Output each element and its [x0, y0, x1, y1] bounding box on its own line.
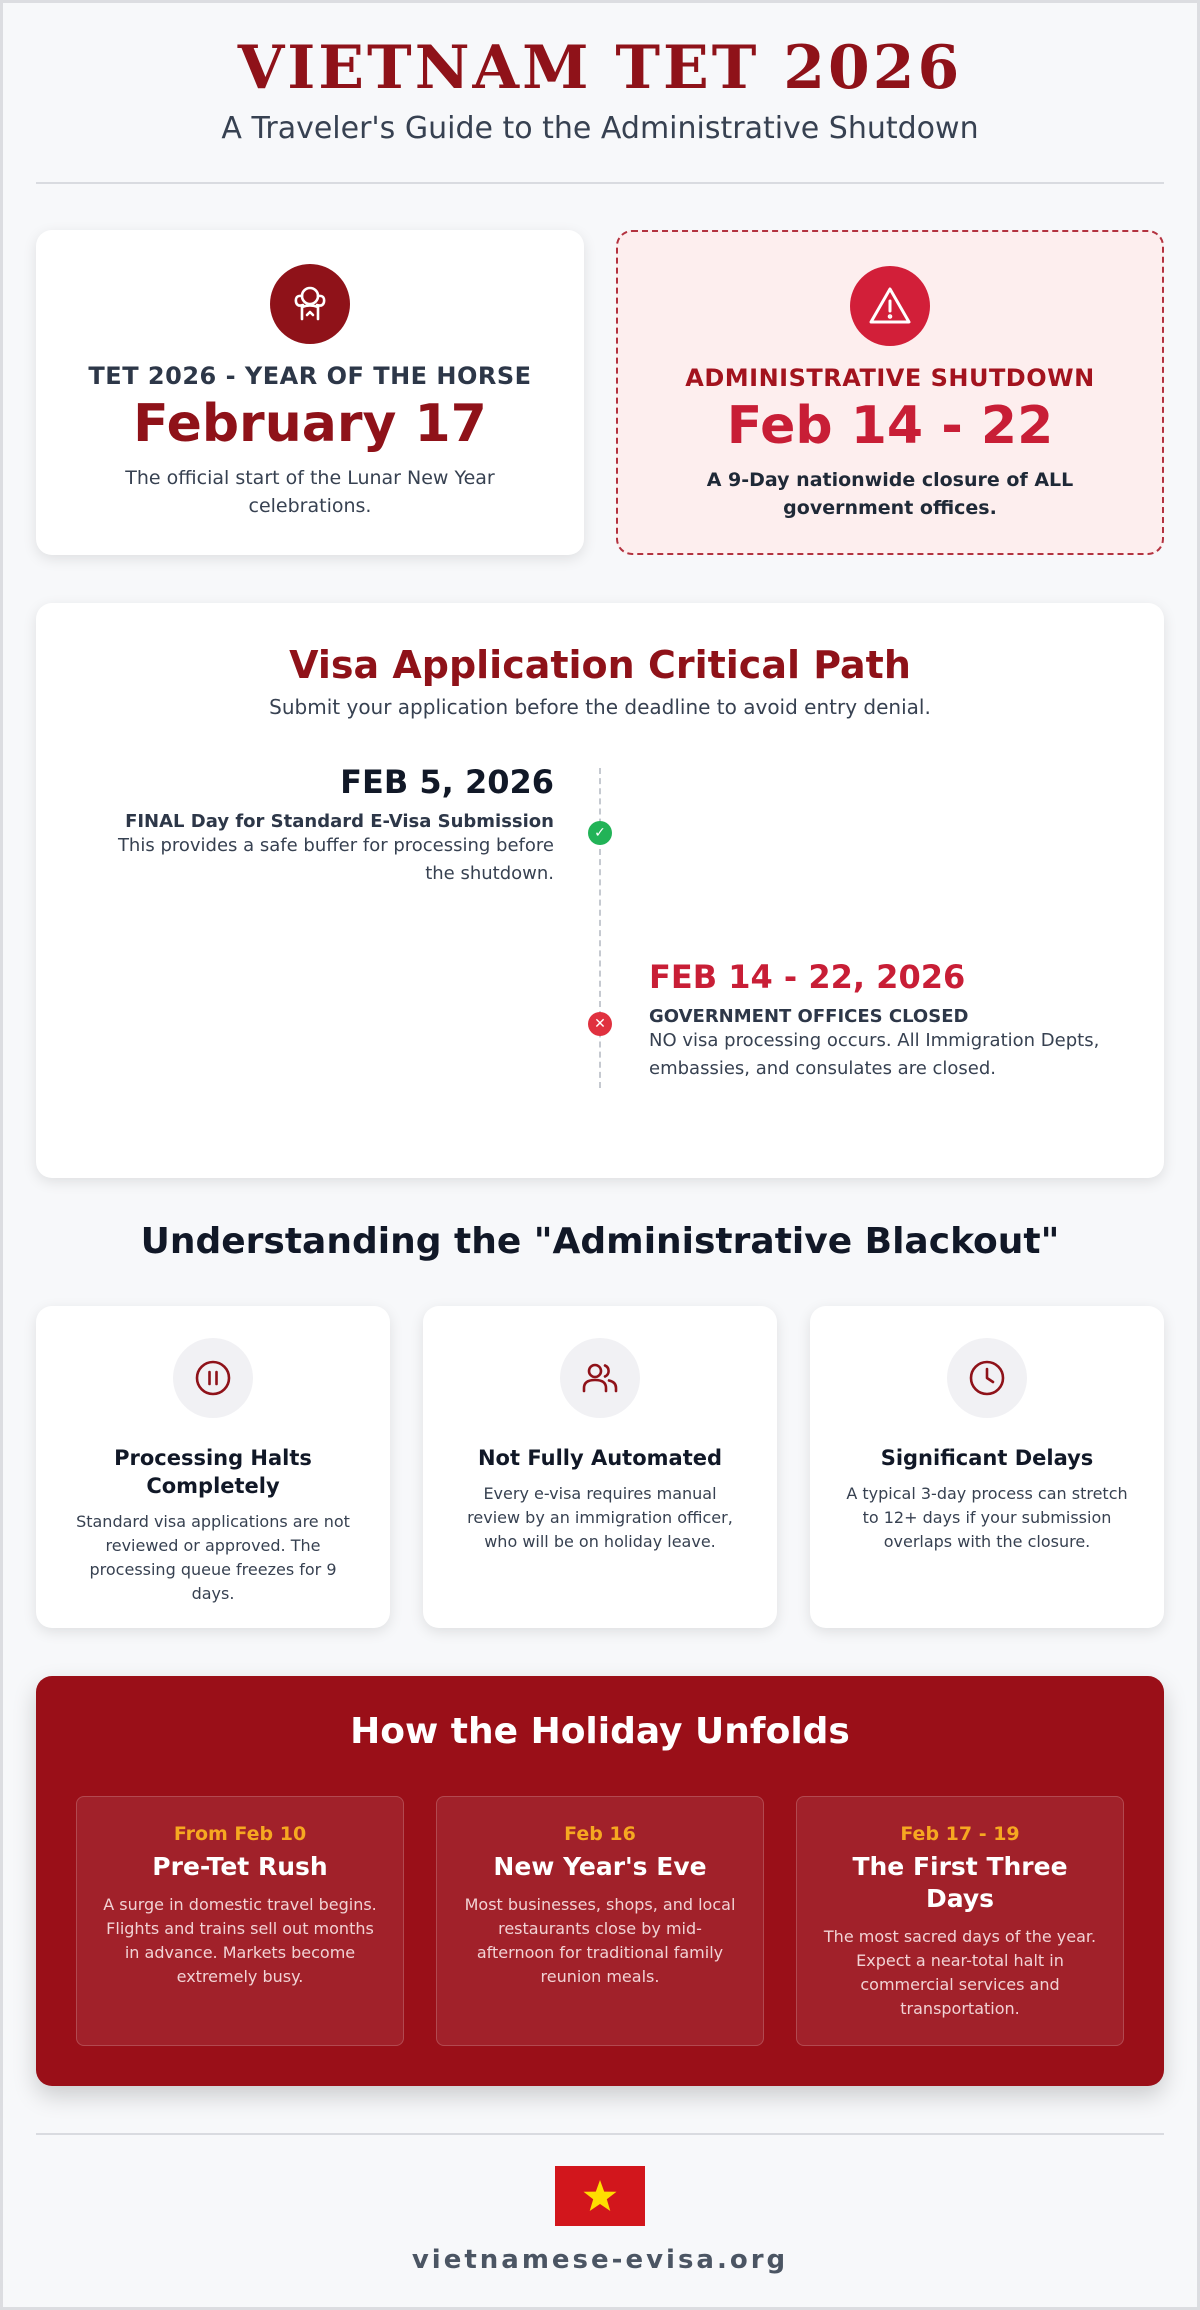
event-date: FEB 5, 2026 — [340, 763, 554, 801]
card-title: Processing Halts Completely — [114, 1446, 312, 1498]
phase-name: The First Three Days — [852, 1852, 1068, 1913]
phase-card — [796, 1796, 1124, 2046]
tet-date-card — [36, 230, 584, 555]
phase-card — [76, 1796, 404, 2046]
warning-icon — [850, 266, 930, 346]
event-heading: FINAL Day for Standard E-Visa Submission — [125, 811, 554, 832]
critical-path-subtitle: Submit your application before the deadline to avoid entry denial. — [269, 695, 931, 719]
blackout-card-delays — [810, 1306, 1164, 1628]
page-title: VIETNAM TET 2026 — [237, 33, 963, 103]
timeline-line — [599, 768, 601, 1088]
shutdown-kicker: ADMINISTRATIVE SHUTDOWN — [685, 364, 1095, 392]
card-text: Every e-visa requires manual review by an immigration officer, who will be on holiday leave. — [467, 1484, 733, 1551]
holiday-section — [36, 1676, 1164, 2086]
phase-date: Feb 16 — [564, 1823, 636, 1845]
card-title: Significant Delays — [880, 1446, 1094, 1470]
event-heading: GOVERNMENT OFFICES CLOSED — [649, 1006, 969, 1027]
timeline-event-closure — [649, 958, 1109, 1083]
page-subtitle: A Traveler's Guide to the Administrative Shutdown — [221, 111, 979, 146]
phase-text: Most businesses, shops, and local restaurants close by mid-afternoon for traditional family reunion meals. — [464, 1895, 736, 1986]
phase-date: From Feb 10 — [173, 1823, 307, 1845]
event-text: NO visa processing occurs. All Immigration Depts, embassies, and consulates are closed. — [649, 1030, 1100, 1079]
phase-text: A surge in domestic travel begins. Flights and trains sell out months in advance. Markets become extremely busy. — [103, 1895, 377, 1986]
phase-date: Feb 17 - 19 — [900, 1823, 1020, 1845]
tet-kicker: TET 2026 - YEAR OF THE HORSE — [88, 362, 532, 390]
card-text: A typical 3-day process can stretch to 12+ days if your submission overlaps with the closure. — [846, 1484, 1128, 1551]
horse-icon — [270, 264, 350, 344]
vietnam-flag-icon — [555, 2166, 645, 2226]
header-divider — [36, 182, 1164, 184]
event-date: FEB 14 - 22, 2026 — [649, 958, 966, 996]
phase-card — [436, 1796, 764, 2046]
clock-icon — [947, 1338, 1027, 1418]
tet-date: February 17 — [133, 394, 487, 454]
card-title: Not Fully Automated — [477, 1446, 723, 1470]
site-url[interactable]: vietnamese-evisa.org — [411, 2245, 789, 2275]
tet-description: The official start of the Lunar New Year celebrations. — [125, 467, 495, 517]
shutdown-date: Feb 14 - 22 — [726, 396, 1054, 456]
event-text: This provides a safe buffer for processing before the shutdown. — [117, 835, 554, 884]
x-icon: ✕ — [588, 1012, 612, 1036]
holiday-title: How the Holiday Unfolds — [350, 1711, 850, 1752]
pause-icon — [173, 1338, 253, 1418]
shutdown-card — [616, 230, 1164, 555]
blackout-card-halts — [36, 1306, 390, 1628]
blackout-card-manual — [423, 1306, 777, 1628]
blackout-title: Understanding the "Administrative Blackout" — [140, 1221, 1060, 1262]
critical-path-title: Visa Application Critical Path — [289, 643, 911, 687]
phase-name: Pre-Tet Rush — [152, 1852, 328, 1881]
card-text: Standard visa applications are not reviewed or approved. The processing queue freezes for 9 days. — [76, 1512, 350, 1603]
shutdown-description: A 9-Day nationwide closure of ALL government offices. — [706, 469, 1074, 519]
footer-divider — [36, 2133, 1164, 2135]
check-icon: ✓ — [588, 821, 612, 845]
timeline-event-deadline — [94, 763, 554, 888]
phase-text: The most sacred days of the year. Expect a near-total halt in commercial services and transportation. — [823, 1927, 1097, 2018]
phase-name: New Year's Eve — [493, 1852, 707, 1881]
critical-path-card — [36, 603, 1164, 1178]
users-icon — [560, 1338, 640, 1418]
